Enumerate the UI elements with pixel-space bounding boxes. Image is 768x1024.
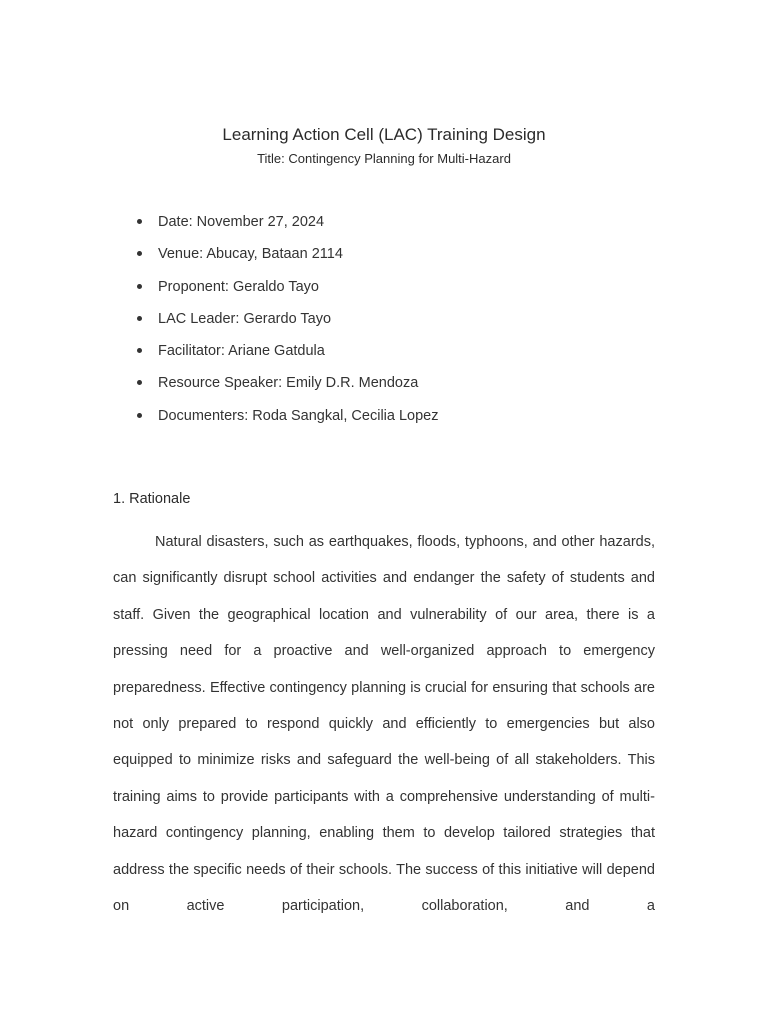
- bullet-icon: [137, 348, 142, 353]
- document-title: Learning Action Cell (LAC) Training Design: [222, 125, 546, 144]
- bullet-icon: [137, 219, 142, 224]
- detail-text: Facilitator: Ariane Gatdula: [158, 343, 325, 360]
- bullet-icon: [137, 380, 142, 385]
- detail-text: LAC Leader: Gerardo Tayo: [158, 310, 332, 327]
- detail-text: Date: November 27, 2024: [158, 214, 325, 230]
- details-list: [133, 212, 438, 438]
- bullet-icon: [137, 284, 142, 289]
- rationale-heading: 1. Rationale: [113, 491, 191, 507]
- detail-item-facilitator: [133, 341, 438, 373]
- bullet-icon: [137, 251, 142, 256]
- detail-item-venue: [133, 244, 438, 276]
- detail-item-resource-speaker: [133, 373, 438, 405]
- detail-item-date: [133, 212, 438, 244]
- detail-text: Venue: Abucay, Bataan 2114: [158, 246, 343, 263]
- detail-text: Documenters: Roda Sangkal, Cecilia Lopez: [158, 407, 439, 424]
- detail-text: Resource Speaker: Emily D.R. Mendoza: [158, 375, 419, 392]
- bullet-icon: [137, 316, 142, 321]
- document-subtitle: Title: Contingency Planning for Multi-Hazard: [257, 151, 511, 166]
- detail-text: Proponent: Geraldo Tayo: [158, 278, 319, 295]
- detail-item-proponent: [133, 277, 438, 309]
- bullet-icon: [137, 413, 142, 418]
- rationale-paragraph: Natural disasters, such as earthquakes, floods, typhoons, and other hazards, can significantly disrupt school activities and endanger the safety of students and staff. Given the geographical location and vulnerability of our area, there is a pressing need for a proactive and well-organized approach to emergency preparedness. Effective contingency planning is crucial for ensuring that schools are not only prepared to respond quickly and efficiently to emergencies but also equipped to minimize risks and safeguard the well-being of all stakeholders. This training aims to provide participants with a comprehensive understanding of multi-hazard contingency planning, enabling them to develop tailored strategies that address the specific needs of their schools. The success of this initiative will depend on active participation, collaboration, and a: [113, 534, 655, 915]
- detail-item-documenters: [133, 406, 438, 438]
- detail-item-lac-leader: [133, 309, 438, 341]
